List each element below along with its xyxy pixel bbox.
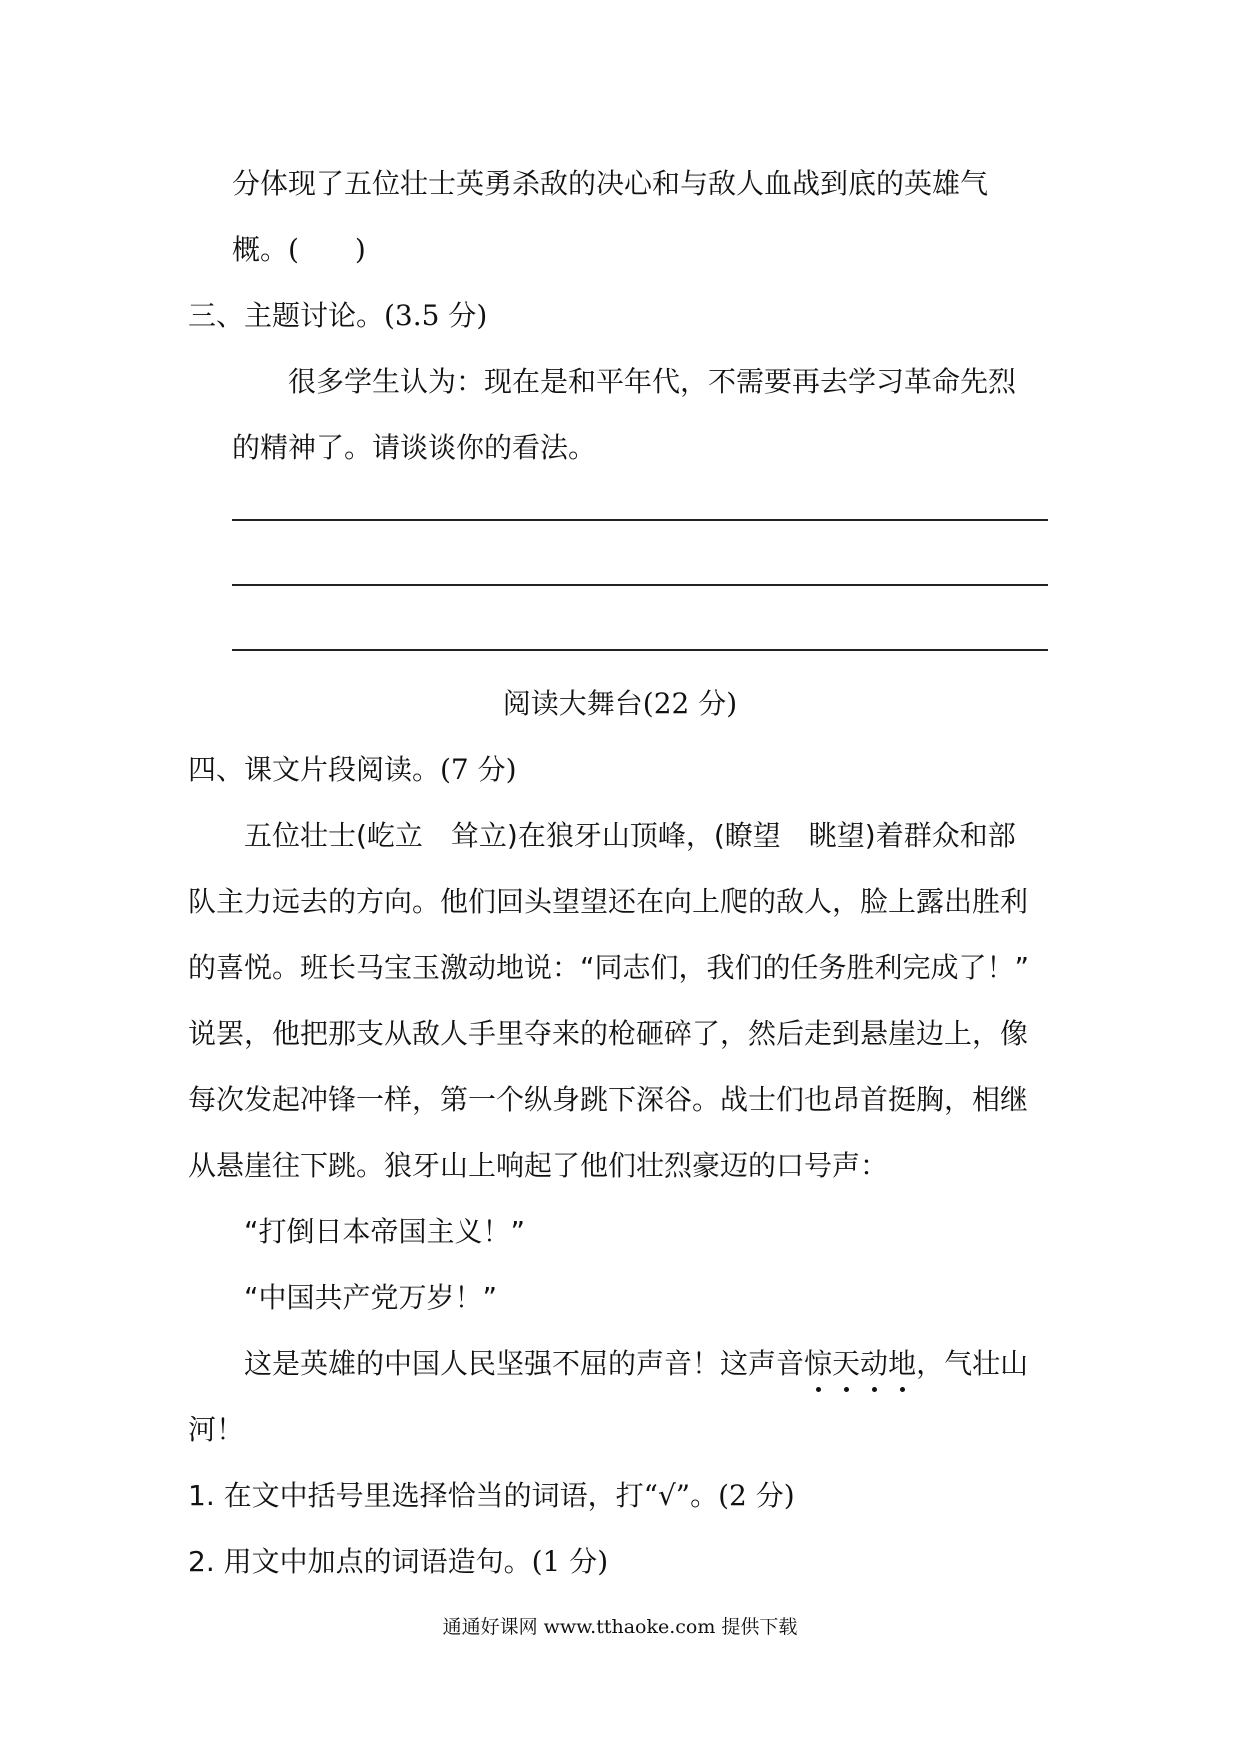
dotted-char: 惊 bbox=[804, 1344, 832, 1384]
question-text-line-with-answer-brackets: 概。( ) bbox=[232, 233, 366, 266]
passage-line: 河！ bbox=[188, 1413, 245, 1446]
slogan-line: “打倒日本帝国主义！” bbox=[244, 1215, 526, 1248]
passage-line: 五位壮士(屹立 耸立)在狼牙山顶峰，(瞭望 眺望)着群众和部 bbox=[244, 819, 1016, 852]
prompt-text-line: 的精神了。请谈谈你的看法。 bbox=[232, 431, 597, 464]
passage-line: 从悬崖往下跳。狼牙山上响起了他们壮烈豪迈的口号声： bbox=[188, 1149, 889, 1182]
reading-section-title: 阅读大舞台(22 分) bbox=[502, 687, 738, 720]
passage-line: 每次发起冲锋一样，第一个纵身跳下深谷。战士们也昂首挺胸，相继 bbox=[188, 1083, 1029, 1116]
slogan-line: “中国共产党万岁！” bbox=[244, 1281, 498, 1314]
question-text: 在文中括号里选择恰当的词语，打“√”。(2 分) bbox=[223, 1479, 795, 1512]
passage-line bbox=[244, 1344, 1028, 1384]
passage-line: 队主力远去的方向。他们回头望望还在向上爬的敌人，脸上露出胜利 bbox=[188, 885, 1029, 918]
dotted-char: 地 bbox=[888, 1344, 916, 1384]
question-text-line: 分体现了五位壮士英勇杀敌的决心和与敌人血战到底的英雄气 bbox=[232, 167, 989, 200]
dotted-char: 天 bbox=[832, 1344, 860, 1384]
answer-line[interactable] bbox=[232, 649, 1048, 651]
question-number: 2. bbox=[188, 1545, 215, 1578]
question-item bbox=[188, 1542, 608, 1582]
answer-line[interactable] bbox=[232, 584, 1048, 586]
section-heading: 三、主题讨论。(3.5 分) bbox=[188, 299, 488, 332]
dotted-char: 动 bbox=[860, 1344, 888, 1384]
passage-text: 这是英雄的中国人民坚强不屈的声音！这声音 bbox=[244, 1347, 805, 1380]
question-number: 1. bbox=[188, 1479, 215, 1512]
passage-line: 说罢，他把那支从敌人手里夺来的枪砸碎了，然后走到悬崖边上，像 bbox=[188, 1017, 1029, 1050]
question-text: 用文中加点的词语造句。(1 分) bbox=[223, 1545, 609, 1578]
passage-line: 的喜悦。班长马宝玉激动地说：“同志们，我们的任务胜利完成了！” bbox=[188, 951, 1030, 984]
section-heading: 四、课文片段阅读。(7 分) bbox=[188, 753, 517, 786]
passage-text: ，气壮山 bbox=[916, 1347, 1029, 1380]
question-item bbox=[188, 1476, 795, 1516]
prompt-text-line: 很多学生认为：现在是和平年代，不需要再去学习革命先烈 bbox=[288, 365, 1017, 398]
page-footer: 通通好课网 www.tthaoke.com 提供下载 bbox=[442, 1616, 798, 1638]
dotted-word bbox=[804, 1347, 916, 1380]
answer-line[interactable] bbox=[232, 519, 1048, 521]
